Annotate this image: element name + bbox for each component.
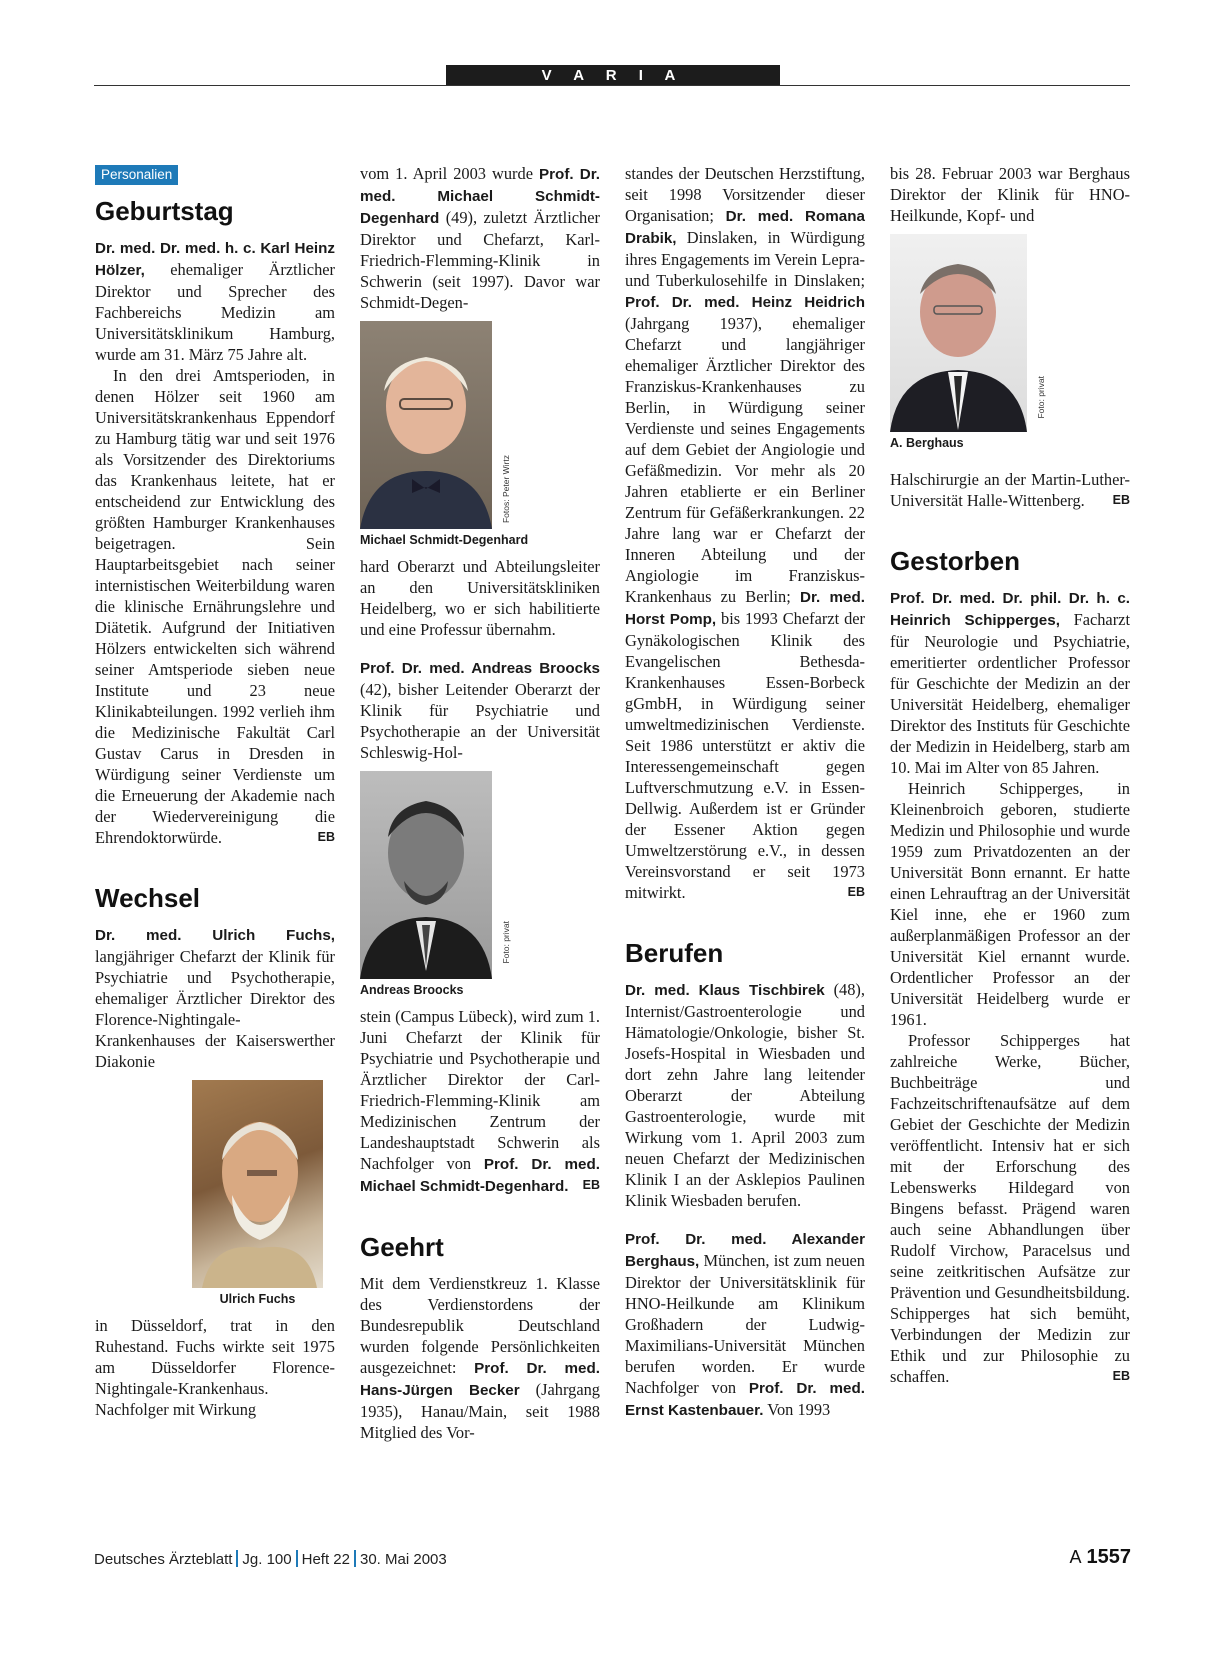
person-name: Dr. med. Klaus Tischbirek — [625, 982, 825, 999]
text: (Jahrgang 1935), Hanau/Main, seit 1988 Mitglied des Vor- — [360, 1380, 600, 1442]
photo-ulrich-fuchs — [192, 1080, 323, 1307]
person-name: Dr. med. Horst Pomp, — [625, 589, 865, 628]
heading-wechsel: Wechsel — [95, 883, 201, 913]
paragraph — [95, 1315, 335, 1420]
signature: EB — [317, 830, 335, 844]
photo-schmidt-degenhard — [360, 321, 532, 548]
text: Mit dem Verdienstkreuz 1. Klasse des Verdienstordens der Bundesrepublik Deutschland wurden folgende Persönlichkeiten ausgezeichnet: — [360, 1274, 600, 1377]
text: vom 1. April 2003 wurde — [360, 164, 539, 183]
photo-caption: Andreas Broocks — [360, 983, 464, 997]
text: München, ist zum neuen Direktor der Universitätsklinik für HNO-Heilkunde am Klinikum Großhadern der Ludwig-Maximilians-Universität München berufen worden. Er wurde Nachfolger von — [625, 1251, 865, 1397]
text: (Jahrgang 1937), ehemaliger Chefarzt und langjähriger ehemaliger Ärztlicher Direktor des Franziskus-Krankenhauses zu Berlin, in Würdigung seiner Verdienste und seines Engagements auf dem Gebiet der Angiologie und Gefäßmedizin. Vor mehr als 20 Jahren etablierte er ein Berliner Zentrum für Gefäßerkrankungen. 22 Jahre lang war er Chefarzt der Inneren Abteilung und der Angiologie im Franziskus-Krankenhaus zu Berlin; — [625, 314, 865, 606]
portrait-image — [360, 771, 492, 979]
page-prefix: A — [1069, 1547, 1082, 1567]
column-4 — [890, 163, 1130, 1387]
page-number-value: 1557 — [1086, 1546, 1131, 1568]
volume: Jg. 100 — [242, 1551, 292, 1568]
person-name: Prof. Dr. med. Dr. phil. Dr. h. c. Heinrich Schipperges, — [890, 590, 1130, 629]
portrait-illustration — [890, 234, 1027, 432]
text: Dinslaken, in Würdigung ihres Engagements im Verein Lepra- und Tuberkulosehilfe in Dinslaken; — [625, 228, 866, 290]
heading-berufen: Berufen — [625, 938, 724, 968]
footer-separator — [354, 1550, 356, 1567]
photo-berghaus — [890, 234, 1062, 451]
paragraph — [890, 1030, 1130, 1387]
paragraph — [360, 1273, 600, 1443]
paragraph — [890, 469, 1130, 511]
photo-credit: Foto: privat — [501, 921, 511, 964]
text: stein (Campus Lübeck), wird zum 1. Juni Chefarzt der Klinik für Psychiatrie und Psychotherapie und Ärztlicher Direktor der Carl-Friedrich-Flemming-Klinik am Medizinischen Zentrum der Landeshauptstadt Schwerin als Nachfolger von — [360, 1007, 600, 1173]
issue: Heft 22 — [301, 1551, 350, 1568]
person-name: Prof. Dr. med. Alexander Berghaus, — [625, 1231, 865, 1270]
person-name: Prof. Dr. med. Heinz Heidrich — [625, 294, 865, 311]
signature: EB — [1112, 493, 1130, 507]
text: Halschirurgie an der Martin-Luther-Universität Halle-Wittenberg. — [890, 470, 1130, 510]
paragraph — [95, 365, 335, 848]
text: in Düsseldorf, trat in den Ruhestand. Fuchs wirkte seit 1975 am Düsseldorfer Florence-Nightingale-Krankenhaus. Nachfolger mit Wirkung — [95, 1316, 335, 1419]
photo-credit: Foto: privat — [1036, 376, 1046, 419]
person-name: Dr. med. Romana Drabik, — [625, 208, 865, 247]
person-name: Prof. Dr. med. Michael Schmidt-Degenhard — [360, 166, 601, 227]
signature: EB — [582, 1178, 600, 1192]
person-name: Prof. Dr. med. Hans-Jürgen Becker — [360, 1360, 600, 1399]
text: Facharzt für Neurologie und Psychiatrie, emeritierter ordentlicher Professor für Geschichte der Medizin an der Universität Heidelberg, ehemaliger Direktor des Instituts für Geschichte der Medizin in Heidelberg, starb am 10. Mai im Alter von 85 Jahren. — [890, 610, 1130, 777]
portrait-illustration — [360, 771, 492, 979]
issue-date: 30. Mai 2003 — [360, 1551, 447, 1568]
paragraph — [890, 587, 1130, 778]
person-name: Dr. med. Dr. med. h. c. Karl Heinz Hölzer, — [95, 240, 335, 279]
text: In den drei Amtsperioden, in denen Hölzer seit 1960 am Universitätskrankenhaus Eppendorf zu Hamburg tätig war und seit 1976 als Vorsitzender des Direktoriums das Krankenhaus leitete, hat er entscheidend zur Entwicklung des größten Hamburger Krankenhauses beigetragen. Sein Hauptarbeitsgebiet nach seiner internistischen Weiterbildung waren die klinische Ernährungslehre und Diätetik. Aufgrund der Initiativen Hölzers entwickelten sich während seiner Amtsperiode sieben neue Institute und 23 neue Klinikabteilungen. 1992 verlieh ihm die Medizinische Fakultät Carl Gustav Carus in Dresden in Würdigung seiner Verdienste um die Erneuerung der Akademie nach der Wiedervereinigung die Ehrendoktorwürde. — [95, 366, 335, 847]
paragraph — [95, 237, 335, 365]
photo-credit: Fotos: Peter Wirtz — [501, 455, 511, 524]
section-banner: V A R I A — [446, 65, 780, 86]
portrait-illustration — [360, 321, 492, 529]
text: bis 28. Februar 2003 war Berghaus Direktor der Klinik für HNO-Heilkunde, Kopf- und — [890, 164, 1130, 225]
text: (42), bisher Leitender Oberarzt der Klinik für Psychiatrie und Psychotherapie an der Universität Schleswig-Hol- — [360, 680, 600, 762]
column-2 — [360, 163, 600, 1443]
photo-caption: Michael Schmidt-Degenhard — [360, 533, 529, 547]
portrait-image — [890, 234, 1027, 432]
text: Von 1993 — [763, 1400, 831, 1419]
text: Professor Schipperges hat zahlreiche Werke, Bücher, Buchbeiträge und Fachzeitschriftenaufsätze auf dem Gebiet der Geschichte der Medizin veröffentlicht. Intensiv hat er sich mit der Erforschung des Lebenswerks Hildegard von Bingens befasst. Prägend waren auch seine Abhandlungen über Rudolf Virchow, Paracelsus und seine zeitkritischen Aufsätze zur Prävention und Gesundheitsbildung. Schipperges hat sich bemüht, Verbindungen der Medizin zur Ethik und zur Philosophie zu schaffen. — [890, 1031, 1130, 1386]
portrait-illustration — [192, 1080, 323, 1288]
text: (48), Internist/Gastroenterologie und Hämatologie/Onkologie, bisher St. Josefs-Hospital in Wiesbaden und dort zehn Jahre lang leitender Oberarzt der Abteilung Gastroenterologie, wurde mit Wirkung vom 1. April 2003 zum neuen Chefarzt der Medizinischen Klinik I an der Asklepios Paulinen Klinik Wiesbaden berufen. — [625, 980, 865, 1210]
text: hard Oberarzt und Abteilungsleiter an den Universitätskliniken Heidelberg, wo er sich habilitierte und eine Professur übernahm. — [360, 557, 600, 639]
column-1 — [95, 163, 335, 1420]
footer-separator — [296, 1550, 298, 1567]
person-name: Prof. Dr. med. Michael Schmidt-Degenhard. — [360, 1156, 600, 1195]
paragraph — [625, 1228, 865, 1421]
heading-geburtstag: Geburtstag — [95, 196, 234, 226]
heading-geehrt: Geehrt — [360, 1232, 444, 1262]
paragraph — [625, 979, 865, 1211]
photo-andreas-broocks — [360, 771, 532, 998]
column-3 — [625, 163, 865, 1421]
paragraph — [360, 556, 600, 640]
paragraph — [95, 924, 335, 1072]
text: langjähriger Chefarzt der Klinik für Psychiatrie und Psychotherapie, ehemaliger Ärztlicher Direktor des Florence-Nightingale-Krankenhauses der Kaiserswerther Diakonie — [95, 947, 335, 1071]
page-number — [1069, 1546, 1131, 1569]
text: ehemaliger Ärztlicher Direktor und Sprecher des Fachbereichs Medizin am Universitätsklinikum Hamburg, wurde am 31. März 75 Jahre alt. — [95, 260, 335, 364]
text: bis 1993 Chefarzt der Gynäkologischen Klinik des Evangelischen Bethesda-Krankenhauses Essen-Borbeck gGmbH, in Würdigung seiner umweltmedizinischen Verdienste. Seit 1986 unterstützt er aktiv die Interessengemeinschaft gegen Luftverschmutzung e.V. in Essen-Dellwig. Außerdem ist er Gründer der Essener Aktion gegen Umweltzerstörung e.V., in dessen Vereinsvorstand er seit 1973 mitwirkt. — [625, 609, 865, 902]
journal-name: Deutsches Ärzteblatt — [94, 1551, 233, 1568]
paragraph — [360, 1006, 600, 1197]
footer-separator — [236, 1550, 238, 1567]
photo-caption: A. Berghaus — [890, 436, 964, 450]
person-name: Prof. Dr. med. Andreas Broocks — [360, 660, 600, 677]
header-rule — [94, 85, 1130, 86]
text: (49), zuletzt Ärztlicher Direktor und Chefarzt, Karl-Friedrich-Flemming-Klinik in Schwerin (seit 1997). Davor war Schmidt-Degen- — [360, 208, 600, 312]
portrait-image — [360, 321, 492, 529]
category-tag: Personalien — [95, 165, 178, 185]
photo-caption: Ulrich Fuchs — [219, 1292, 296, 1306]
paragraph — [625, 163, 865, 903]
paragraph — [360, 657, 600, 763]
paragraph — [360, 163, 600, 313]
signature: EB — [1112, 1369, 1130, 1383]
footer-citation — [94, 1550, 447, 1568]
text: standes der Deutschen Herzstiftung, seit 1998 Vorsitzender dieser Organisation; — [625, 164, 865, 225]
portrait-image — [192, 1080, 323, 1288]
heading-gestorben: Gestorben — [890, 546, 1021, 576]
person-name: Dr. med. Ulrich Fuchs, — [95, 927, 335, 944]
paragraph — [890, 163, 1130, 226]
paragraph — [890, 778, 1130, 1030]
person-name: Prof. Dr. med. Ernst Kastenbauer. — [625, 1380, 865, 1419]
text: Heinrich Schipperges, in Kleinenbroich geboren, studierte Medizin und Philosophie und wurde 1959 zum Privatdozenten an der Universität Bonn ernannt. Er hatte einen Lehrauftrag an der Universität Kiel inne, ehe er 1960 zum außerplanmäßigen Professor an der Universität Kiel ernannt wurde. Ordentlicher Professor an der Universität Heidelberg wurde er 1961. — [890, 779, 1130, 1029]
signature: EB — [847, 885, 865, 899]
